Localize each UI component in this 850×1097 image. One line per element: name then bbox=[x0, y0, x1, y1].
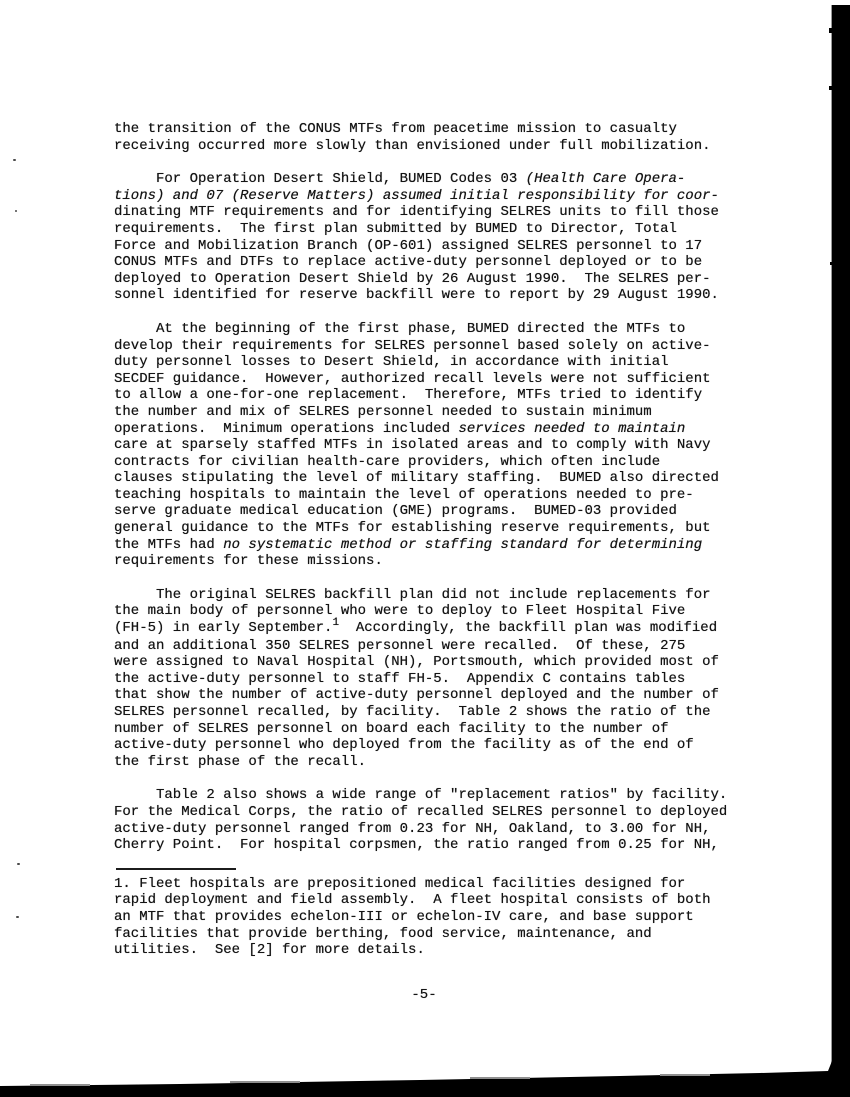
text-line bbox=[114, 354, 754, 371]
text-segment: rapid deployment and field assembly. A fleet hospital consists of both bbox=[114, 892, 711, 909]
text-line bbox=[114, 238, 754, 255]
text-segment: sonnel identified for reserve backfill were to report by 29 August 1990. bbox=[114, 287, 719, 304]
text-segment: dinating MTF requirements and for identifying SELRES units to fill those bbox=[114, 204, 719, 221]
text-segment: the main body of personnel who were to deploy to Fleet Hospital Five bbox=[114, 603, 686, 620]
text-segment: SECDEF guidance. However, authorized recall levels were not sufficient bbox=[114, 370, 711, 387]
text-segment: Table 2 also shows a wide range of "replacement ratios" by facility. bbox=[114, 787, 728, 804]
text-line bbox=[114, 470, 754, 487]
text-segment: Cherry Point. For hospital corpsmen, the ratio ranged from 0.25 for NH, bbox=[114, 837, 719, 854]
text-line bbox=[114, 617, 754, 638]
text-line bbox=[114, 221, 754, 238]
paragraph bbox=[114, 587, 754, 771]
text-segment: For Operation Desert Shield, BUMED Codes 03 bbox=[114, 171, 526, 188]
text-line bbox=[114, 287, 754, 304]
text-line bbox=[114, 254, 754, 271]
text-segment: CONUS MTFs and DTFs to replace active-duty personnel deployed or to be bbox=[114, 254, 703, 271]
page-number: -5- bbox=[411, 986, 437, 1003]
text-segment: services needed to maintain bbox=[458, 420, 686, 437]
text-line bbox=[114, 421, 754, 438]
text-line bbox=[114, 437, 754, 454]
text-segment: that show the number of active-duty personnel deployed and the number of bbox=[114, 687, 719, 704]
text-segment: general guidance to the MTFs for establishing reserve requirements, but bbox=[114, 520, 711, 537]
footnote-line bbox=[114, 892, 754, 909]
text-line bbox=[114, 737, 754, 754]
text-line bbox=[114, 721, 754, 738]
paragraph bbox=[114, 171, 754, 304]
text-segment: (FH-5) in early September. bbox=[114, 620, 333, 637]
text-line bbox=[114, 537, 754, 554]
footnote-line bbox=[114, 876, 754, 893]
text-column bbox=[114, 121, 754, 1003]
text-segment: For the Medical Corps, the ratio of recalled SELRES personnel to deployed bbox=[114, 803, 728, 820]
text-segment: Accordingly, the backfill plan was modified bbox=[339, 620, 718, 637]
text-segment: requirements for these missions. bbox=[114, 553, 383, 570]
text-segment: active-duty personnel who deployed from the facility as of the end of bbox=[114, 737, 694, 754]
text-segment: number of SELRES personnel on board each facility to the number of bbox=[114, 720, 669, 737]
footnote-line bbox=[114, 942, 754, 959]
text-segment: receiving occurred more slowly than envisioned under full mobilization. bbox=[114, 137, 711, 154]
footnote-rule bbox=[116, 868, 236, 870]
text-segment: clauses stipulating the level of military staffing. BUMED also directed bbox=[114, 470, 719, 487]
scan-speck bbox=[15, 210, 17, 212]
text-line bbox=[114, 188, 754, 205]
scan-notch bbox=[829, 28, 832, 33]
text-segment: At the beginning of the first phase, BUMED directed the MTFs to bbox=[114, 320, 686, 337]
text-segment: The original SELRES backfill plan did not include replacements for bbox=[114, 586, 711, 603]
text-line bbox=[114, 404, 754, 421]
text-segment: (Health Care Opera- bbox=[525, 171, 686, 188]
text-line bbox=[114, 371, 754, 388]
text-segment: facilities that provide berthing, food service, maintenance, and bbox=[114, 925, 652, 942]
scan-notch bbox=[829, 86, 832, 90]
scan-speck bbox=[13, 159, 16, 161]
text-segment: no systematic method or staffing standard for determining bbox=[223, 536, 703, 553]
text-line bbox=[114, 654, 754, 671]
text-segment: develop their requirements for SELRES personnel based solely on active- bbox=[114, 337, 711, 354]
text-segment: the active-duty personnel to staff FH-5. Appendix C contains tables bbox=[114, 670, 686, 687]
text-line bbox=[114, 603, 754, 620]
text-segment: were assigned to Naval Hospital (NH), Portsmouth, which provided most of bbox=[114, 654, 719, 671]
text-line bbox=[114, 754, 754, 771]
text-line bbox=[114, 321, 754, 338]
text-line bbox=[114, 787, 754, 804]
text-line bbox=[114, 553, 754, 570]
paragraph bbox=[114, 787, 754, 853]
text-segment: to allow a one-for-one replacement. Therefore, MTFs tried to identify bbox=[114, 387, 703, 404]
text-line bbox=[114, 520, 754, 537]
text-segment: serve graduate medical education (GME) programs. BUMED-03 provided bbox=[114, 503, 677, 520]
text-segment: SELRES personnel recalled, by facility. Table 2 shows the ratio of the bbox=[114, 704, 711, 720]
text-segment: and an additional 350 SELRES personnel were recalled. Of these, 275 bbox=[114, 637, 686, 654]
text-line bbox=[114, 638, 754, 655]
text-line bbox=[114, 454, 754, 471]
paragraph bbox=[114, 321, 754, 570]
text-segment: contracts for civilian health-care providers, which often include bbox=[114, 453, 661, 470]
text-segment: Force and Mobilization Branch (OP-601) assigned SELRES personnel to 17 bbox=[114, 237, 703, 254]
footnote-superscript: 1 bbox=[332, 617, 340, 630]
text-segment: 1. Fleet hospitals are prepositioned medical facilities designed for bbox=[114, 875, 686, 892]
text-line bbox=[114, 804, 754, 821]
text-segment: teaching hospitals to maintain the level of operations needed to pre- bbox=[114, 486, 694, 503]
text-line bbox=[114, 204, 754, 221]
text-line bbox=[114, 837, 754, 854]
text-segment: tions) and 07 (Reserve Matters) assumed initial responsibility for coor- bbox=[114, 187, 719, 204]
text-segment: active-duty personnel ranged from 0.23 for NH, Oakland, to 3.00 for NH, bbox=[114, 820, 711, 837]
text-segment: the number and mix of SELRES personnel needed to sustain minimum bbox=[114, 403, 652, 420]
text-line bbox=[114, 587, 754, 604]
text-line bbox=[114, 338, 754, 355]
footnote-line bbox=[114, 926, 754, 943]
text-segment: duty personnel losses to Desert Shield, in accordance with initial bbox=[114, 354, 669, 371]
text-line bbox=[114, 387, 754, 404]
footnote bbox=[114, 876, 754, 959]
text-line bbox=[114, 821, 754, 838]
text-line bbox=[114, 687, 754, 704]
text-line bbox=[114, 171, 754, 188]
text-segment: the first phase of the recall. bbox=[114, 753, 367, 770]
text-line bbox=[114, 121, 754, 138]
text-segment: deployed to Operation Desert Shield by 26 August 1990. The SELRES per- bbox=[114, 270, 711, 287]
text-segment: an MTF that provides echelon-III or echelon-IV care, and base support bbox=[114, 908, 694, 925]
text-segment: operations. Minimum operations included bbox=[114, 420, 459, 437]
text-segment: utilities. See [2] for more details. bbox=[114, 942, 425, 959]
scan-edge-right bbox=[831, 5, 850, 1097]
text-segment: the MTFs had bbox=[114, 536, 224, 553]
text-line bbox=[114, 704, 754, 721]
scan-notch bbox=[830, 262, 832, 265]
text-line bbox=[114, 487, 754, 504]
text-line bbox=[114, 503, 754, 520]
text-line bbox=[114, 671, 754, 688]
scan-speck bbox=[16, 916, 19, 918]
footnote-line bbox=[114, 909, 754, 926]
text-segment: requirements. The first plan submitted by BUMED to Director, Total bbox=[114, 220, 677, 237]
text-line bbox=[114, 271, 754, 288]
scan-speck bbox=[17, 863, 20, 865]
text-segment: the transition of the CONUS MTFs from peacetime mission to casualty bbox=[114, 121, 677, 137]
text-line bbox=[114, 138, 754, 155]
body-paragraphs bbox=[114, 121, 754, 854]
text-segment: care at sparsely staffed MTFs in isolated areas and to comply with Navy bbox=[114, 437, 711, 454]
paragraph bbox=[114, 121, 754, 154]
scan-edge-bottom bbox=[0, 1055, 850, 1097]
